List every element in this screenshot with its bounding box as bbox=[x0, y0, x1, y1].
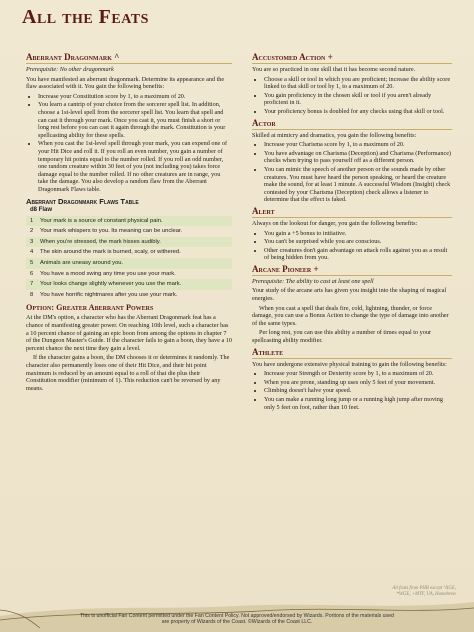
arcane-pioneer-heading: Arcane Pioneer + bbox=[252, 264, 452, 276]
list-item: • Increase your Constitution score by 1, to a maximum of 20. bbox=[38, 93, 232, 101]
credits-line-1: All feats from PHB except ^XGE, bbox=[392, 586, 456, 591]
list-item: • Increase your Charisma score by 1, to a maximum of 20. bbox=[264, 141, 452, 149]
list-item: • Choose a skill or tool in which you are proficient; increase the ability score linked to that skill or tool by 1, to a maximum of 20. bbox=[264, 76, 452, 91]
actor-intro: Skilled at mimicry and dramatics, you gain the following benefits: bbox=[252, 131, 417, 139]
greater-aberrant-p2: If the character gains a boon, the DM chooses it or determines it randomly. The character also permanently loses one of their Hit Dice, and their hit point maximum is reduced by an amount equal to a roll of that die plus their Constitution modifier (minimum of 1). This reduction can't be reversed by any means. bbox=[26, 354, 230, 392]
list-item: • You learn a cantrip of your choice from the sorcerer spell list. In addition, choose a 1st-level spell from the sorcerer spell list. You learn that spell and can cast it through your mark. Once you cast it, you must finish a short or long rest before you can cast it again through the mark. Constitution is your spellcasting ability for these spells. bbox=[38, 101, 232, 139]
flaws-table-header: d8 Flaw bbox=[30, 207, 53, 214]
list-item: • You gain proficiency in the chosen skill or tool if you aren't already proficient in it. bbox=[264, 92, 452, 107]
table-row: 2 Your mark whispers to you. Its meaning can be unclear. bbox=[30, 228, 183, 235]
aberrant-prereq: Prerequisite: No other dragonmark bbox=[26, 66, 114, 73]
actor-benefits-list bbox=[252, 141, 452, 204]
list-item: • You can't be surprised while you are conscious. bbox=[264, 238, 452, 246]
greater-aberrant-heading: Option: Greater Aberrant Powers bbox=[26, 303, 154, 313]
athlete-intro: You have undergone extensive physical training to gain the following benefits: bbox=[252, 360, 447, 368]
arcane-p3: Per long rest, you can use this ability a number of times equal to your spellcasting ability modifier. bbox=[252, 329, 432, 345]
list-item: • You can mimic the speech of another person or the sounds made by other creatures. You must have heard the person speaking, or heard the creature make the sound, for at least 1 minute. A successful Wisdom (Insight) check contested by your Charisma (Deception) check allows a listener to determine that the effect is faked. bbox=[264, 166, 452, 204]
actor-heading: Actor bbox=[252, 118, 452, 130]
table-row: 4 The skin around the mark is burned, scaly, or withered. bbox=[30, 249, 181, 256]
right-column bbox=[252, 52, 452, 413]
accustomed-action-heading: Accustomed Action + bbox=[252, 52, 452, 64]
list-item: • Your proficiency bonus is doubled for any checks using that skill or tool. bbox=[264, 108, 452, 116]
table-row: 1 Your mark is a source of constant physical pain. bbox=[26, 216, 232, 227]
table-row: 6 You have a mood swing any time you use your mark. bbox=[30, 270, 176, 277]
alert-benefits-list bbox=[252, 230, 452, 262]
list-item: • When you cast the 1st-level spell through your mark, you can expend one of your Hit Dice and roll it. If you roll an even number, you gain a number of temporary hit points equal to the number rolled. If you roll an odd number, one random creature within 30 feet of you (not including you) takes force damage equal to the number rolled. If no other creatures are in range, you take the damage. You also develop a random flaw from the Aberrant Dragonmark Flaws table. bbox=[38, 140, 232, 193]
alert-heading: Alert bbox=[252, 206, 452, 218]
footer-line-1: This is unofficial Fan Content permitted under the Fan Content Policy. Not approved/endorsed by Wizards. Portions of the materials used bbox=[80, 613, 394, 619]
page-title: All the Feats bbox=[22, 6, 149, 28]
flaws-table bbox=[26, 216, 232, 301]
table-row: 5 Animals are uneasy around you. bbox=[26, 258, 232, 269]
list-item: • Increase your Strength or Dexterity score by 1, to a maximum of 20. bbox=[264, 370, 452, 378]
arcane-prereq: Prerequisite: The ability to cast at least one spell bbox=[252, 277, 374, 285]
table-row: 8 You have horrific nightmares after you use your mark. bbox=[30, 291, 178, 298]
legal-footer bbox=[0, 613, 474, 626]
arcane-p2: When you cast a spell that deals fire, cold, lightning, thunder, or force damage, you can use a Bonus Action to change the type of damage into another of the same types. bbox=[252, 304, 449, 327]
list-item: • You have advantage on Charisma (Deception) and Charisma (Performance) checks when trying to pass yourself off as a different person. bbox=[264, 150, 452, 165]
athlete-heading: Athlete bbox=[252, 347, 452, 359]
athlete-benefits-list bbox=[252, 370, 452, 411]
accustomed-benefits-list bbox=[252, 76, 452, 116]
left-column bbox=[26, 52, 232, 394]
accustomed-intro: You are so practiced in one skill that it has become second nature. bbox=[252, 66, 416, 73]
list-item: • Climbing doesn't halve your speed. bbox=[264, 387, 452, 395]
list-item: • Other creatures don't gain advantage on attack rolls against you as a result of being hidden from you. bbox=[264, 247, 452, 262]
list-item: • When you are prone, standing up uses only 5 feet of your movement. bbox=[264, 379, 452, 387]
table-row: 7 Your looks change slightly whenever you use the mark. bbox=[26, 279, 232, 290]
credits-line-2: *WGE, +MTF, UA, Homebrew bbox=[396, 592, 456, 597]
footer-line-2: are property of Wizards of the Coast. ©Wizards of the Coast LLC. bbox=[161, 619, 313, 626]
flaws-table-title: Aberrant Dragonmark Flaws Table bbox=[26, 196, 139, 206]
aberrant-benefits-list bbox=[26, 93, 232, 194]
alert-intro: Always on the lookout for danger, you gain the following benefits: bbox=[252, 219, 418, 227]
table-row: 3 When you're stressed, the mark hisses audibly. bbox=[26, 237, 232, 248]
aberrant-intro: You have manifested an aberrant dragonmark. Determine its appearance and the flaw associated with it. You gain the following benefits: bbox=[26, 75, 225, 91]
arcane-p1: Your study of the arcane arts has given you insight into the shaping of magical energies. bbox=[252, 287, 447, 303]
list-item: • You gain a +5 bonus to initiative. bbox=[264, 230, 452, 238]
aberrant-dragonmark-heading: Aberrant Dragonmark ^ bbox=[26, 52, 232, 64]
greater-aberrant-p1: At the DM's option, a character who has the Aberrant Dragonmark feat has a chance of manifesting greater power. On reaching 10th level, such a character has a 10 percent chance of gaining an epic boon from among the options in chapter 7 of the Dungeon Master's Guide. If the character fails to gain a boon, they have a 10 percent chance the next time they gain a level. bbox=[26, 314, 232, 352]
list-item: • You can make a running long jump or a running high jump after moving only 5 feet on foot, rather than 10 feet. bbox=[264, 396, 452, 411]
